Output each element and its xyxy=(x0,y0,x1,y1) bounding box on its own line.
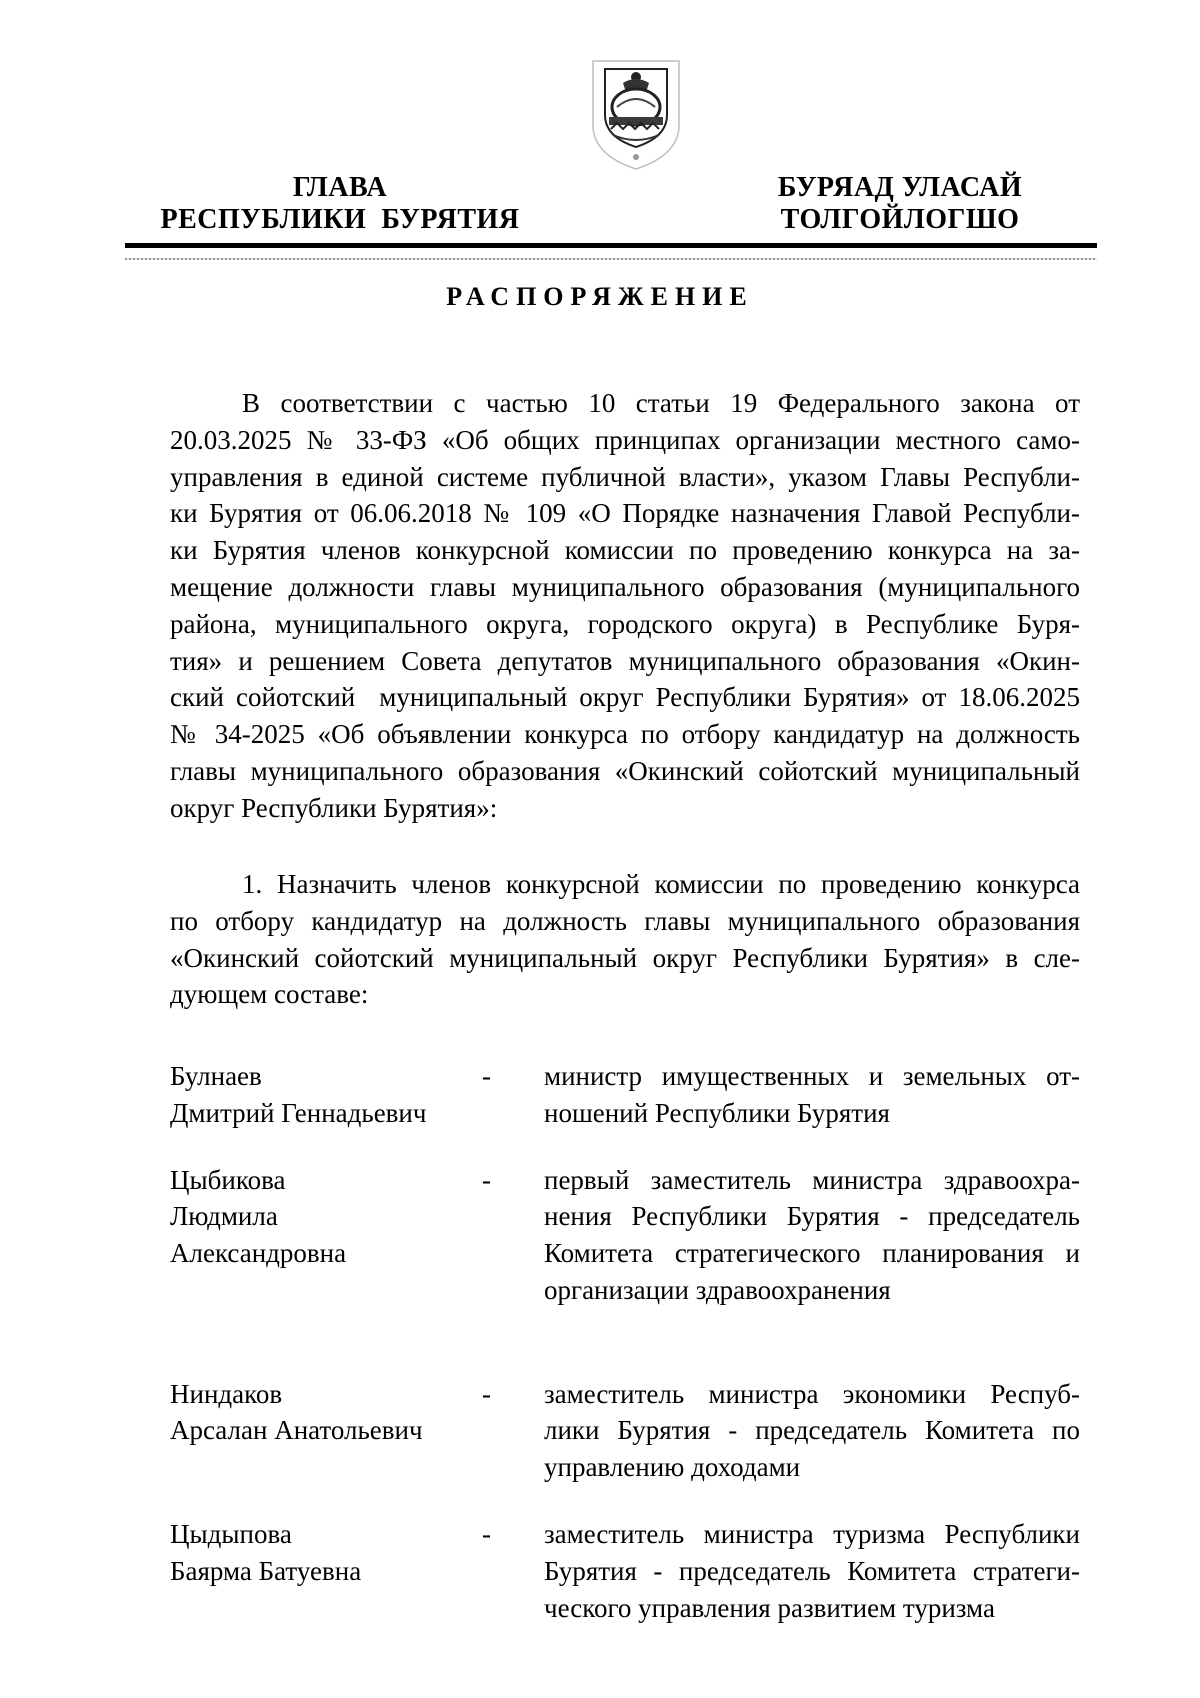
preamble-line: главы муниципального образования «Окинский сойотский муниципальный xyxy=(170,755,1080,786)
item1-line: по отбору кандидатур на должность главы муниципального образования xyxy=(170,905,1080,936)
member-entry xyxy=(170,1376,1080,1486)
preamble-line: В соответствии с частью 10 статьи 19 Федерального закона от xyxy=(242,388,1080,418)
member-dash: - xyxy=(482,1164,491,1195)
item-1-paragraph xyxy=(170,866,1080,1013)
member-dash: - xyxy=(482,1378,491,1409)
item1-line: 1. Назначить членов конкурсной комиссии по проведению конкурса xyxy=(242,869,1080,899)
member-name: Цыдыпова Баярма Батуевна xyxy=(170,1518,362,1586)
header-left-line1: ГЛАВА xyxy=(292,172,388,203)
member-name: Булнаев Дмитрий Геннадьевич xyxy=(170,1061,427,1128)
preamble-line: 20.03.2025 № 33-ФЗ «Об общих принципах организации местного само- xyxy=(170,424,1080,455)
member-role: министр имущественных и земельных от- ношений Республики Бурятия xyxy=(544,1061,1080,1128)
coat-of-arms-icon xyxy=(587,55,685,173)
preamble-line: № 34-2025 «Об объявлении конкурса по отбору кандидатур на должность xyxy=(170,719,1080,750)
commission-members-list xyxy=(170,1058,1080,1623)
preamble-line: мещение должности главы муниципального образования (муниципального xyxy=(170,571,1080,602)
document-title: РАСПОРЯЖЕНИЕ xyxy=(446,282,754,311)
member-name: Цыбикова Людмила Александровна xyxy=(170,1164,347,1269)
header-right-line2: ТОЛГОЙЛОГШО xyxy=(780,204,1020,235)
member-entry xyxy=(170,1516,1080,1623)
header-left xyxy=(140,172,540,236)
preamble-line: округ Республики Бурятия»: xyxy=(170,792,498,823)
item1-line: «Окинский сойотский муниципальный округ Республики Бурятия» в сле- xyxy=(170,942,1080,973)
member-role: первый заместитель министра здравоохра- нения Республики Бурятия - председатель Комитета стратегического планирования и организации здравоохранения xyxy=(544,1164,1080,1305)
preamble-paragraph xyxy=(170,385,1080,827)
header-divider-thick xyxy=(125,243,1097,248)
header-divider-thin xyxy=(125,258,1097,260)
header-right-line1: БУРЯАД УЛАСАЙ xyxy=(777,172,1023,203)
member-dash: - xyxy=(482,1061,491,1091)
member-entry xyxy=(170,1162,1080,1346)
preamble-line: ки Бурятия от 06.06.2018 № 109 «О Порядке назначения Главой Республи- xyxy=(170,498,1080,529)
preamble-line: тия» и решением Совета депутатов муниципального образования «Окин- xyxy=(170,645,1080,676)
header-left-line2: РЕСПУБЛИКИ БУРЯТИЯ xyxy=(160,204,520,235)
member-name: Ниндаков Арсалан Анатольевич xyxy=(170,1378,423,1446)
preamble-line: ский сойотский муниципальный округ Республики Бурятия» от 18.06.2025 xyxy=(170,682,1080,713)
item1-line: дующем составе: xyxy=(170,979,369,1010)
member-role: заместитель министра экономики Респуб- лики Бурятия - председатель Комитета по управлению доходами xyxy=(544,1378,1080,1483)
member-dash: - xyxy=(482,1518,491,1549)
member-entry xyxy=(170,1058,1080,1132)
member-role: заместитель министра туризма Республики Бурятия - председатель Комитета стратеги- ческого управления развитием туризма xyxy=(544,1518,1080,1623)
preamble-line: ки Бурятия членов конкурсной комиссии по проведению конкурса на за- xyxy=(170,535,1080,566)
preamble-line: управления в единой системе публичной власти», указом Главы Республи- xyxy=(170,461,1080,492)
header-right xyxy=(735,172,1065,236)
preamble-line: района, муниципального округа, городского округа) в Республике Буря- xyxy=(170,608,1080,639)
